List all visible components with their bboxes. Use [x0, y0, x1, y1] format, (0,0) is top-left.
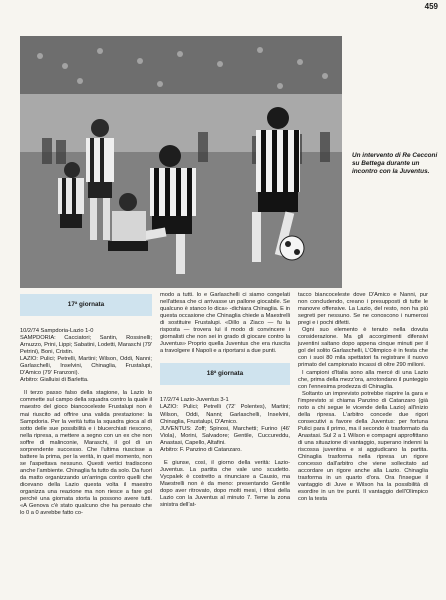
article-text: Soltanto un imprevisto potrebbe riaprire la gara e l'imprevisto si chiama Panzino di Catanzaro (già noto a chi segue le vicende della Lazio) all'inizio della ripresa. L'arbitro concede due rigori consecutivi a favore della Juventus: per fortuna Pulici para il primo, ma il secondo è trasformato da Anastasi. Sul 2 a 1 Wilson e compagni approfittano di una situazione di vantaggio, superano indenni la riscossa juventina e si aggiudicano la partita. Chinaglia trasforma nella ripresa un rigore concesso dall'arbitro che viene sollecitato ad accordare un rigore anche alla Lazio. Chinaglia trasforma in un quarto d'ora. Ora l'insegue il vantaggio di Juve e Wilson ha la possibilità di esordire in un tre punti. Il vantaggio dell'Olimpico con la testa — [298, 390, 428, 503]
photo-caption: Un intervento di Re Cecconi su Bettega durante un incontro con la Juventus. — [352, 152, 438, 176]
match-header: 10/2/74 Sampdoria-Lazio 1-0 — [20, 328, 94, 334]
round-banner-17: 17ª giornata — [20, 294, 152, 316]
article-text: Ogni suo elemento è tenuto nella dovuta considerazione. Ma gli accorgimenti difensivi juventini saltano dopo appena cinque minuti per il gol del solito Garlaschelli, L'Olimpico è in festa che con i suoi 80 mila spettatori fa registrare il nuovo primato del campionato incassi di oltre 290 milioni. — [298, 327, 428, 369]
article-text: modo a tutti. Io e Garlaschelli ci siamo congelati nell'attesa che ci arrivasse un pallone giocabile. Se qualcuno è stanco lo dica» -dichiara Chinaglia. E in questa occasione che Chinaglia chiede a Maestrelli di sostituire Frustalupi. «Dillo a Ziaco — fu la risposta — trovera lui il modo di convincere i giornalisti che non sei in grado di giocare contro la Juventus» Proprio quella Juventus che era riuscita a travolgere il Napoli e a riportarsi a due punti. — [160, 292, 290, 355]
lineup-home: LAZIO: Pulici; Petrelli (72' Polentes), Martini; Wilson, Oddi, Nanni; Garlaschelli, Inselvini, Chinaglia, Frustalupi, D'Amico. — [160, 404, 290, 425]
lineup-away: JUVENTUS: Zoff; Spinosi, Marchetti; Furino (46' Viola), Morini, Salvadore; Gentile, Cuccureddu, Anastasi, Capello, Altafini. — [160, 425, 290, 446]
article-text: E giunse, così, il giorno della verità: Lazio-Juventus. La partita che vale uno scudetto. Vycpalek è costretto a rinunciare a Causio, ma Maestrelli non è da meno: presentando Gentile dopo aver ritrovato, dopo molti mesi, i tifosi della Lazio con la Juventus al minuto 7. Teme la zona sinistra dell'at- — [160, 459, 290, 509]
article-text: tacco biancoceleste dove D'Amico e Nanni, pur non concludendo, creano i presupposti di tutte le manovre offensive. La Lazio, del resto, non ha più segreti per nessuno. Se ne conoscono i numerosi pregi e i pochi difetti. — [298, 292, 428, 327]
column-2 — [160, 292, 290, 509]
lineup-home: SAMPDORIA: Cacciatori; Santin, Rossinelli; Arnuzzo, Prini, Lippi; Sabatini, Lodetti, Maraschi (79' Petrini), Boni, Cristin. — [20, 335, 152, 356]
match-header: 17/2/74 Lazio-Juventus 3-1 — [160, 397, 229, 404]
match-photo — [20, 36, 342, 288]
column-1 — [20, 294, 152, 517]
article-text: I campioni d'Italia sono alla mercé di una Lazio che, prima della mezz'ora, arrotondano il punteggio con l'ennesima prodezza di Chinaglia. — [298, 369, 428, 390]
article-text: Il terzo passo falso della stagione, la Lazio lo commette sul campo della squadra contro la quale il maestro del gioco biancoceleste Frustalupi non è mai riuscito ad offrire una valida prestazione: la Sampdoria. Per la verità tutta la squadra gioca al di sotto delle sue possibilità e i blucerchiati riescono, nella ripresa, a mettere a segno con un ex che non soffre di malinconie, Maraschi, il gol di un sorprendente successo. Che l'ultima riuscisse a battere la prima, per la verità, in quel momento, non se l'aspettava nessuno. Questi vertici tradiscono anche l'ambiente. Chinaglia fa tutto da solo. Da fuori da matto organizzando un'arringa contro quelli che dicevano della Lazio questa volta il maestro organizza una reazione ma non riesce a fare gol perché una giornata storta la possono avere tutti. «A Genova c'è stato qualcuno che ha pensato che lo 0 a 0 avrebbe fatto co- — [20, 390, 152, 517]
referee: Arbitro: Gialluisi di Barletta. — [20, 377, 89, 384]
round-banner-18: 18ª giornata — [160, 363, 290, 385]
referee: Arbitro: F. Panzino di Catanzaro. — [160, 446, 242, 453]
page-number: 459 — [424, 2, 438, 11]
lineup-away: LAZIO: Pulici; Petrelli, Martini; Wilson, Oddi, Nanni; Garlaschelli, Inselvini, Chinaglia, Frustalupi, D'Amico (79' Franzoni). — [20, 356, 152, 377]
column-3 — [298, 292, 428, 503]
